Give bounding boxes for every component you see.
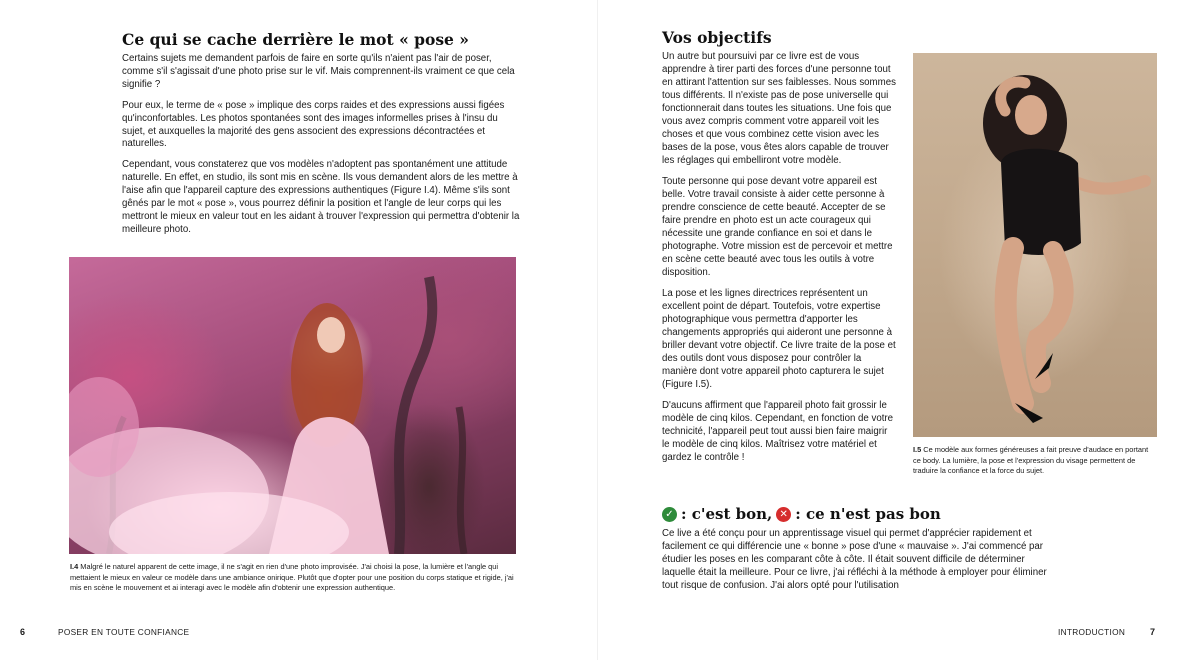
figure-label: I.5 xyxy=(913,445,922,454)
bad-label: : ce n'est pas bon xyxy=(795,505,941,523)
page-number-right: 7 xyxy=(1150,627,1156,637)
paragraph: Pour eux, le terme de « pose » implique des corps raides et des expressions aussi figées qu'inconfortables. Les photos spontanées sont des images informelles prises à l'insu du sujet, et auxquelles la majorité des gens associent des expressions décontractées et naturelles. xyxy=(122,99,505,150)
figure-caption-i4 xyxy=(70,562,520,594)
paragraph: Ce live a été conçu pour un apprentissage visuel qui permet d'apprécier rapidement et facilement ce qui différencie une « bonne » pose d'une « mauvaise ». J'ai commencé par étudier les poses en les comparant côte à côte. Il était souvent difficile de déterminer laquelle était la meilleure. Pour ce livre, j'ai réfléchi à la méthode à employer pour éliminer tout risque de confusion. J'ai alors opté pour l'utilisation xyxy=(662,528,1047,591)
figure-caption-i5 xyxy=(913,445,1153,477)
good-bad-section xyxy=(662,505,1054,592)
photo-woman-cherry-blossoms xyxy=(69,257,516,554)
section-heading-pose: Ce qui se cache derrière le mot « pose » xyxy=(122,30,469,49)
left-text-column xyxy=(122,31,522,245)
page-number-left: 6 xyxy=(20,627,26,637)
paragraph: La pose et les lignes directrices représentent un excellent point de départ. Toutefois, votre expertise photographique vous permettra d'apporter les changements appropriés qui aideront une personne à briller devant votre objectif. Ce livre traite de la pose et des outils dont vous disposez pour contrôler la manière dont votre appareil photo capturera le sujet (Figure I.5). xyxy=(662,288,896,390)
figure-caption-text: Ce modèle aux formes généreuses a fait preuve d'audace en portant ce body. La lumière, la pose et l'expression du visage permettent de traduire la confiance et la force du sujet. xyxy=(913,445,1149,476)
photo-model-black-body xyxy=(913,53,1157,437)
paragraph: Un autre but poursuivi par ce livre est de vous apprendre à tirer parti des forces d'une personne tout en attirant l'attention sur ses faiblesses. Nous sommes tous différents. Il n'existe pas de pose universelle qui fonctionnerait dans toutes les situations. Une fois que vous avez compris comment votre appareil voit les choses et que vous combinez cette vision avec les bases de la pose, vous êtes alors capable de trouver les réglages qui embelliront votre modèle. xyxy=(662,51,896,166)
left-page xyxy=(0,0,597,660)
section-heading-objectives: Vos objectifs xyxy=(662,28,772,47)
paragraph: Certains sujets me demandent parfois de faire en sorte qu'ils n'aient pas l'air de poser, comme s'il s'agissait d'une photo prise sur le vif. Mais comprennent-ils vraiment ce que cela signifie ? xyxy=(122,53,515,90)
blossom-photo-illustration xyxy=(69,257,516,554)
paragraph: Toute personne qui pose devant votre appareil est belle. Votre travail consiste à aider cette personne à prendre conscience de cette beauté. Accepter de se faire prendre en photo est un acte courageux qui nécessite une grande confiance en soi et dans le photographe. Votre mission est de percevoir et mettre en scène cette beauté avec tous les outils à votre disposition. xyxy=(662,176,893,278)
check-circle-icon: ✓ xyxy=(662,507,677,522)
paragraph: D'aucuns affirment que l'appareil photo fait grossir le modèle de cinq kilos. Cependant, en fonction de votre technicité, l'appareil peut tout aussi bien faire maigrir le modèle de cinq kilos. Maîtrisez votre matériel et gardez le contrôle ! xyxy=(662,400,894,463)
running-title-left: POSER EN TOUTE CONFIANCE xyxy=(58,627,190,637)
figure-label: I.4 xyxy=(70,562,79,571)
running-title-right: INTRODUCTION xyxy=(1058,627,1126,637)
section-heading-good-bad xyxy=(662,505,1054,524)
good-label: : c'est bon, xyxy=(681,505,773,523)
model-photo-illustration xyxy=(913,53,1157,437)
right-text-column xyxy=(662,29,897,472)
paragraph: Cependant, vous constaterez que vos modèles n'adoptent pas spontanément une attitude naturelle. En effet, en studio, ils sont mis en scène. Ils vous demandent alors de les mettre à l'aise afin que l'appareil capture des expressions authentiques (Figure I.4). Même s'ils sont gênés par le mot « pose », vous pourrez définir la position et l'angle de leur corps qui les mettront le mieux en valeur tout en les aidant à trouver l'expression qui permettra d'obtenir la meilleure photo. xyxy=(122,159,520,235)
figure-caption-text: Malgré le naturel apparent de cette image, il ne s'agit en rien d'une photo improvisée. J'ai choisi la pose, la lumière et l'angle qui mettaient le mieux en valeur ce modèle dans une ambiance onirique. Plutôt que d'opter pour une position du corps statique et rigide, j'ai mis en scène le mouvement et ai interagi avec le modèle afin d'obtenir une expression authentique. xyxy=(70,562,514,593)
cross-circle-icon: ✕ xyxy=(776,507,791,522)
